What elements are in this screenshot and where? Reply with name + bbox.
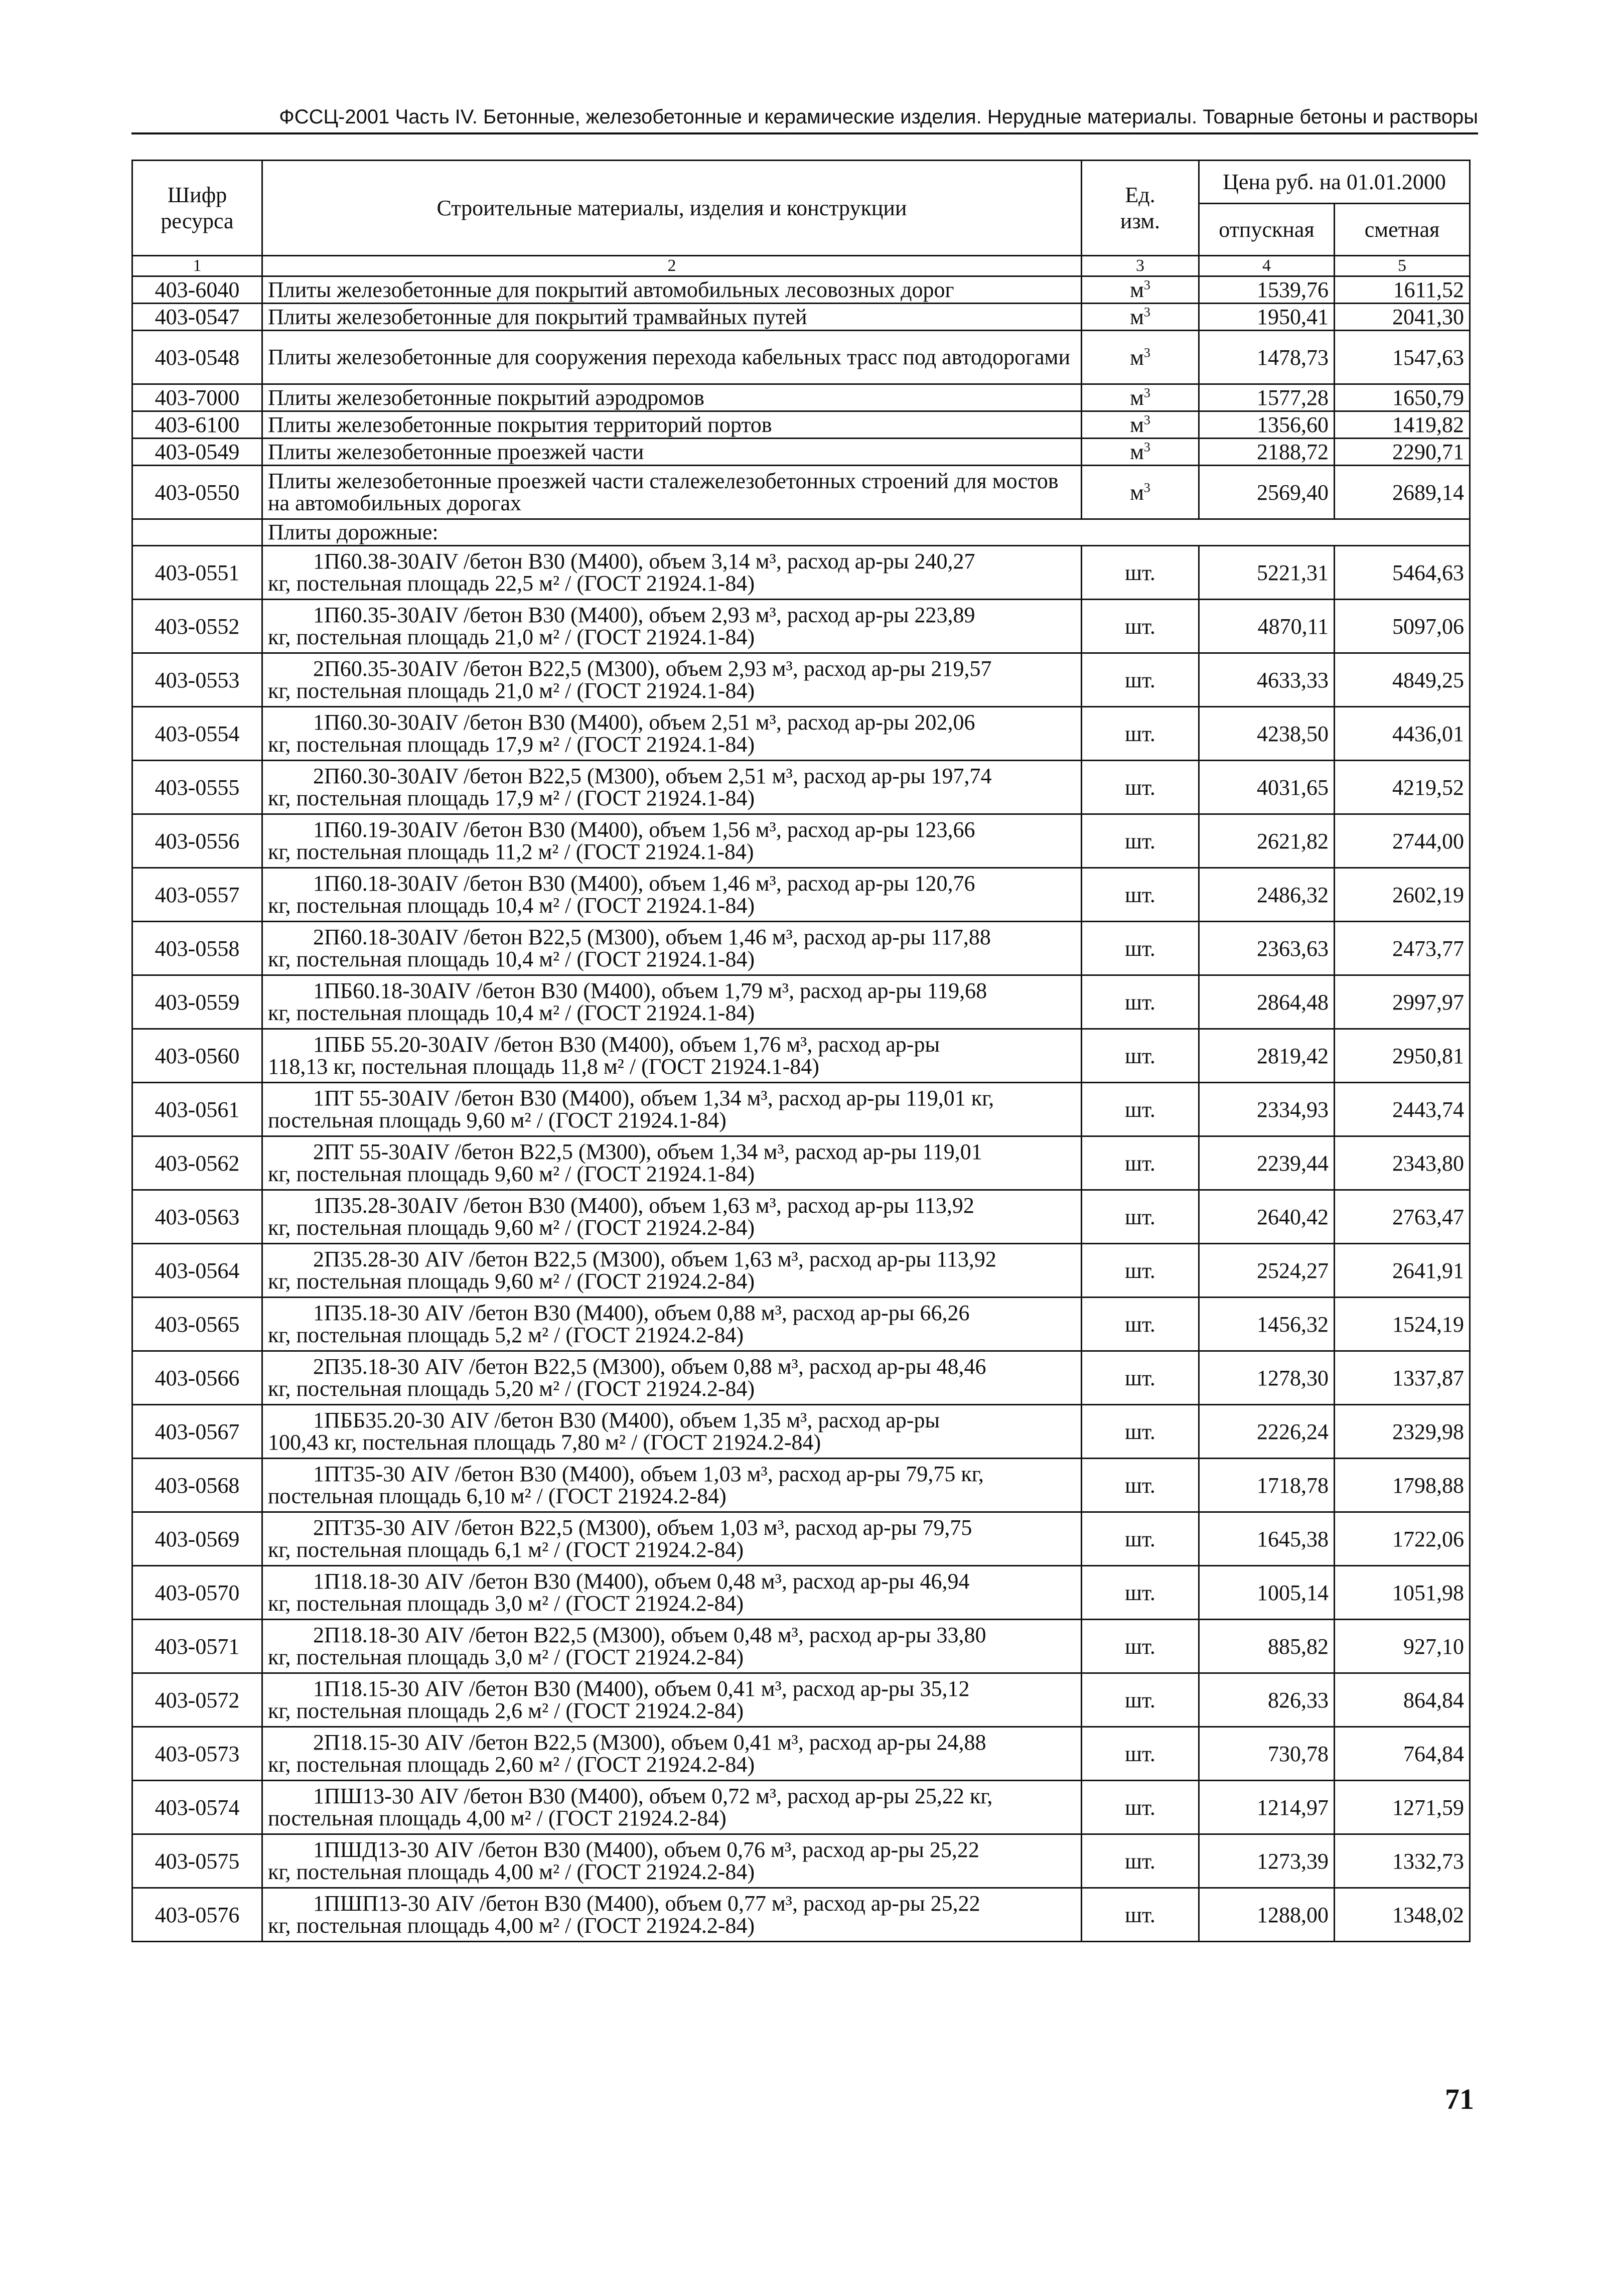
price-release: 1539,76 bbox=[1199, 276, 1335, 304]
price-estimate: 2343,80 bbox=[1335, 1136, 1470, 1190]
price-release: 4633,33 bbox=[1199, 653, 1335, 707]
unit-cell: шт. bbox=[1082, 1834, 1199, 1888]
unit-cell: шт. bbox=[1082, 1405, 1199, 1459]
unit-cell: шт. bbox=[1082, 1512, 1199, 1566]
unit-superscript: 3 bbox=[1143, 277, 1150, 293]
col-header-unit-line1: Ед. bbox=[1125, 182, 1155, 207]
price-release: 1478,73 bbox=[1199, 331, 1335, 384]
description-line-2: постельная площадь 4,00 м² / (ГОСТ 21924.2-84) bbox=[268, 1806, 726, 1830]
price-release: 4238,50 bbox=[1199, 707, 1335, 761]
price-estimate: 2329,98 bbox=[1335, 1405, 1470, 1459]
description-line-2: 100,43 кг, постельная площадь 7,80 м² / (ГОСТ 21924.2-84) bbox=[268, 1430, 821, 1455]
unit-cell: шт. bbox=[1082, 1781, 1199, 1834]
table-row bbox=[132, 466, 1470, 519]
col-header-materials: Строительные материалы, изделия и конструкции bbox=[262, 161, 1082, 256]
resource-code: 403-0555 bbox=[132, 761, 262, 814]
resource-code: 403-0547 bbox=[132, 304, 262, 331]
price-estimate: 2602,19 bbox=[1335, 868, 1470, 922]
unit-text: м bbox=[1130, 277, 1144, 302]
description-line-1: 2П18.18-30 AIV /бетон В22,5 (М300), объем 0,48 м³, расход ар-ры 33,80 bbox=[313, 1623, 986, 1647]
resource-code: 403-0574 bbox=[132, 1781, 262, 1834]
material-description: Плиты железобетонные покрытий аэродромов bbox=[262, 384, 1082, 411]
description-line-1: 1ПБ60.18-30AIV /бетон В30 (М400), объем 1,79 м³, расход ар-ры 119,68 bbox=[313, 978, 987, 1003]
unit-cell: шт. bbox=[1082, 1083, 1199, 1136]
material-description: Плиты железобетонные для покрытий автомобильных лесовозных дорог bbox=[262, 276, 1082, 304]
unit-cell: шт. bbox=[1082, 1888, 1199, 1942]
description-line-1: 1П18.18-30 AIV /бетон В30 (М400), объем 0,48 м³, расход ар-ры 46,94 bbox=[313, 1569, 970, 1594]
material-description bbox=[262, 1083, 1082, 1136]
price-estimate: 2744,00 bbox=[1335, 814, 1470, 868]
description-line-2: кг, постельная площадь 4,00 м² / (ГОСТ 21924.2-84) bbox=[268, 1859, 755, 1884]
material-description bbox=[262, 1566, 1082, 1620]
price-release: 2363,63 bbox=[1199, 922, 1335, 975]
description-line-2: 118,13 кг, постельная площадь 11,8 м² / (ГОСТ 21924.1-84) bbox=[268, 1054, 819, 1079]
resource-code: 403-0556 bbox=[132, 814, 262, 868]
material-description: Плиты железобетонные для сооружения перехода кабельных трасс под автодорогами bbox=[262, 331, 1082, 384]
description-line-2: кг, постельная площадь 9,60 м² / (ГОСТ 21924.1-84) bbox=[268, 1162, 755, 1186]
table-row bbox=[132, 707, 1470, 761]
unit-cell: шт. bbox=[1082, 1673, 1199, 1727]
section-code-cell bbox=[132, 519, 262, 546]
column-number: 2 bbox=[262, 256, 1082, 276]
running-header: ФССЦ-2001 Часть IV. Бетонные, железобетонные и керамические изделия. Нерудные материалы. Товарные бетоны и растворы bbox=[279, 106, 1478, 128]
unit-cell: шт. bbox=[1082, 1298, 1199, 1351]
table-row bbox=[132, 1298, 1470, 1351]
unit-cell: шт. bbox=[1082, 1190, 1199, 1244]
table-row bbox=[132, 1136, 1470, 1190]
resource-code: 403-0569 bbox=[132, 1512, 262, 1566]
description-line-1: 1ПТ35-30 AIV /бетон В30 (М400), объем 1,03 м³, расход ар-ры 79,75 кг, bbox=[313, 1462, 984, 1486]
table-row bbox=[132, 1244, 1470, 1298]
unit-text: м bbox=[1130, 412, 1144, 437]
description-line-2: кг, постельная площадь 10,4 м² / (ГОСТ 21924.1-84) bbox=[268, 1000, 755, 1025]
price-estimate: 2997,97 bbox=[1335, 975, 1470, 1029]
price-release: 1356,60 bbox=[1199, 411, 1335, 439]
description-line-1: 2П35.28-30 AIV /бетон В22,5 (М300), объем 1,63 м³, расход ар-ры 113,92 bbox=[313, 1247, 996, 1271]
material-description: Плиты железобетонные покрытия территорий портов bbox=[262, 411, 1082, 439]
unit-cell: шт. bbox=[1082, 1244, 1199, 1298]
unit-cell: шт. bbox=[1082, 814, 1199, 868]
resource-code: 403-0575 bbox=[132, 1834, 262, 1888]
price-estimate: 1348,02 bbox=[1335, 1888, 1470, 1942]
unit-cell: шт. bbox=[1082, 1727, 1199, 1781]
table-row bbox=[132, 761, 1470, 814]
price-estimate: 4436,01 bbox=[1335, 707, 1470, 761]
price-release: 1288,00 bbox=[1199, 1888, 1335, 1942]
table-row bbox=[132, 653, 1470, 707]
material-description bbox=[262, 1834, 1082, 1888]
material-description bbox=[262, 1888, 1082, 1942]
col-header-price-release: отпускная bbox=[1199, 204, 1335, 256]
unit-cell: шт. bbox=[1082, 1566, 1199, 1620]
price-release: 1456,32 bbox=[1199, 1298, 1335, 1351]
unit-superscript: 3 bbox=[1143, 385, 1150, 400]
price-estimate: 5097,06 bbox=[1335, 600, 1470, 653]
price-release: 1577,28 bbox=[1199, 384, 1335, 411]
unit-superscript: 3 bbox=[1143, 412, 1150, 427]
table-row bbox=[132, 331, 1470, 384]
unit-cell bbox=[1082, 439, 1199, 466]
table-row bbox=[132, 1781, 1470, 1834]
price-release: 1718,78 bbox=[1199, 1459, 1335, 1512]
material-description bbox=[262, 868, 1082, 922]
price-estimate: 1332,73 bbox=[1335, 1834, 1470, 1888]
table-row bbox=[132, 1888, 1470, 1942]
description-line-1: 1П18.15-30 AIV /бетон В30 (М400), объем 0,41 м³, расход ар-ры 35,12 bbox=[313, 1676, 970, 1701]
col-header-code-line2: ресурса bbox=[161, 208, 234, 233]
table-row bbox=[132, 1405, 1470, 1459]
table-row bbox=[132, 304, 1470, 331]
description-line-2: постельная площадь 6,10 м² / (ГОСТ 21924.2-84) bbox=[268, 1484, 726, 1508]
unit-cell: шт. bbox=[1082, 868, 1199, 922]
price-release: 5221,31 bbox=[1199, 546, 1335, 600]
description-line-2: кг, постельная площадь 2,6 м² / (ГОСТ 21924.2-84) bbox=[268, 1698, 744, 1723]
description-line-2: кг, постельная площадь 6,1 м² / (ГОСТ 21924.2-84) bbox=[268, 1537, 744, 1562]
price-estimate: 1271,59 bbox=[1335, 1781, 1470, 1834]
unit-text: м bbox=[1130, 385, 1144, 410]
col-header-unit-line2: изм. bbox=[1120, 208, 1160, 233]
resource-code: 403-0549 bbox=[132, 439, 262, 466]
price-release: 1950,41 bbox=[1199, 304, 1335, 331]
material-description bbox=[262, 1136, 1082, 1190]
description-line-1: 1П35.18-30 AIV /бетон В30 (М400), объем 0,88 м³, расход ар-ры 66,26 bbox=[313, 1301, 970, 1325]
material-description bbox=[262, 1512, 1082, 1566]
description-line-2: кг, постельная площадь 10,4 м² / (ГОСТ 21924.1-84) bbox=[268, 947, 755, 971]
description-line-2: кг, постельная площадь 17,9 м² / (ГОСТ 21924.1-84) bbox=[268, 786, 755, 810]
price-release: 2621,82 bbox=[1199, 814, 1335, 868]
unit-cell: шт. bbox=[1082, 1136, 1199, 1190]
price-estimate: 1798,88 bbox=[1335, 1459, 1470, 1512]
description-line-1: 1ПББ35.20-30 AIV /бетон В30 (М400), объем 1,35 м³, расход ар-ры bbox=[313, 1408, 940, 1432]
table-row bbox=[132, 1512, 1470, 1566]
price-estimate: 1337,87 bbox=[1335, 1351, 1470, 1405]
table-row bbox=[132, 600, 1470, 653]
description-line-2: постельная площадь 9,60 м² / (ГОСТ 21924.1-84) bbox=[268, 1108, 726, 1132]
price-table bbox=[131, 160, 1471, 1942]
table-row bbox=[132, 1083, 1470, 1136]
resource-code: 403-6040 bbox=[132, 276, 262, 304]
unit-superscript: 3 bbox=[1143, 345, 1150, 360]
resource-code: 403-0576 bbox=[132, 1888, 262, 1942]
material-description bbox=[262, 761, 1082, 814]
price-estimate: 1524,19 bbox=[1335, 1298, 1470, 1351]
material-description bbox=[262, 1190, 1082, 1244]
price-estimate: 2763,47 bbox=[1335, 1190, 1470, 1244]
description-line-2: кг, постельная площадь 21,0 м² / (ГОСТ 21924.1-84) bbox=[268, 678, 755, 703]
material-description bbox=[262, 814, 1082, 868]
unit-cell: шт. bbox=[1082, 707, 1199, 761]
price-estimate: 5464,63 bbox=[1335, 546, 1470, 600]
price-release: 1214,97 bbox=[1199, 1781, 1335, 1834]
table-row bbox=[132, 814, 1470, 868]
unit-cell: шт. bbox=[1082, 546, 1199, 600]
description-line-2: кг, постельная площадь 17,9 м² / (ГОСТ 21924.1-84) bbox=[268, 732, 755, 757]
unit-cell bbox=[1082, 276, 1199, 304]
table-header bbox=[132, 161, 1470, 276]
table-row bbox=[132, 975, 1470, 1029]
material-description bbox=[262, 975, 1082, 1029]
description-line-1: 2П60.35-30AIV /бетон В22,5 (М300), объем 2,93 м³, расход ар-ры 219,57 bbox=[313, 656, 992, 681]
material-description bbox=[262, 1459, 1082, 1512]
price-release: 2640,42 bbox=[1199, 1190, 1335, 1244]
material-description bbox=[262, 707, 1082, 761]
resource-code: 403-0566 bbox=[132, 1351, 262, 1405]
resource-code: 403-0565 bbox=[132, 1298, 262, 1351]
material-description bbox=[262, 1029, 1082, 1083]
price-release: 2864,48 bbox=[1199, 975, 1335, 1029]
description-line-1: 1П60.18-30AIV /бетон В30 (М400), объем 1,46 м³, расход ар-ры 120,76 bbox=[313, 871, 975, 896]
unit-superscript: 3 bbox=[1143, 440, 1150, 455]
resource-code: 403-0568 bbox=[132, 1459, 262, 1512]
description-line-2: кг, постельная площадь 3,0 м² / (ГОСТ 21924.2-84) bbox=[268, 1591, 744, 1616]
price-release: 2226,24 bbox=[1199, 1405, 1335, 1459]
table-row bbox=[132, 1566, 1470, 1620]
description-line-1: 1П60.30-30AIV /бетон В30 (М400), объем 2,51 м³, расход ар-ры 202,06 bbox=[313, 710, 975, 735]
description-line-1: 2П35.18-30 AIV /бетон В22,5 (М300), объем 0,88 м³, расход ар-ры 48,46 bbox=[313, 1354, 986, 1379]
material-description: Плиты железобетонные проезжей части сталежелезобетонных строений для мостов на автомобильных дорогах bbox=[262, 466, 1082, 519]
description-line-1: 1ПШП13-30 AIV /бетон В30 (М400), объем 0,77 м³, расход ар-ры 25,22 bbox=[313, 1891, 980, 1916]
price-estimate: 2290,71 bbox=[1335, 439, 1470, 466]
section-row bbox=[132, 519, 1470, 546]
col-header-price-estimate: сметная bbox=[1335, 204, 1470, 256]
material-description: Плиты железобетонные проезжей части bbox=[262, 439, 1082, 466]
unit-superscript: 3 bbox=[1143, 480, 1150, 495]
col-header-code-line1: Шифр bbox=[167, 182, 227, 207]
price-estimate: 1722,06 bbox=[1335, 1512, 1470, 1566]
column-number: 1 bbox=[132, 256, 262, 276]
price-estimate: 927,10 bbox=[1335, 1620, 1470, 1673]
resource-code: 403-0570 bbox=[132, 1566, 262, 1620]
description-line-1: 2П60.18-30AIV /бетон В22,5 (М300), объем 1,46 м³, расход ар-ры 117,88 bbox=[313, 925, 991, 949]
price-release: 2569,40 bbox=[1199, 466, 1335, 519]
description-line-1: 1П60.19-30AIV /бетон В30 (М400), объем 1,56 м³, расход ар-ры 123,66 bbox=[313, 817, 975, 842]
price-estimate: 1051,98 bbox=[1335, 1566, 1470, 1620]
description-line-2: кг, постельная площадь 11,2 м² / (ГОСТ 21924.1-84) bbox=[268, 839, 754, 864]
resource-code: 403-6100 bbox=[132, 411, 262, 439]
unit-cell bbox=[1082, 304, 1199, 331]
table-row bbox=[132, 1673, 1470, 1727]
table-row bbox=[132, 1190, 1470, 1244]
unit-cell: шт. bbox=[1082, 975, 1199, 1029]
unit-text: м bbox=[1130, 305, 1144, 329]
price-estimate: 2950,81 bbox=[1335, 1029, 1470, 1083]
resource-code: 403-0563 bbox=[132, 1190, 262, 1244]
price-release: 1645,38 bbox=[1199, 1512, 1335, 1566]
col-header-code bbox=[132, 161, 262, 256]
price-release: 826,33 bbox=[1199, 1673, 1335, 1727]
resource-code: 403-0561 bbox=[132, 1083, 262, 1136]
description-line-1: 2П18.15-30 AIV /бетон В22,5 (М300), объем 0,41 м³, расход ар-ры 24,88 bbox=[313, 1730, 986, 1755]
resource-code: 403-0558 bbox=[132, 922, 262, 975]
price-estimate: 2473,77 bbox=[1335, 922, 1470, 975]
material-description bbox=[262, 1351, 1082, 1405]
table-row bbox=[132, 1727, 1470, 1781]
table-row bbox=[132, 922, 1470, 975]
description-line-1: 1П60.35-30AIV /бетон В30 (М400), объем 2,93 м³, расход ар-ры 223,89 bbox=[313, 603, 975, 627]
price-estimate: 2641,91 bbox=[1335, 1244, 1470, 1298]
description-line-2: кг, постельная площадь 4,00 м² / (ГОСТ 21924.2-84) bbox=[268, 1913, 755, 1938]
material-description bbox=[262, 600, 1082, 653]
unit-cell bbox=[1082, 411, 1199, 439]
unit-cell bbox=[1082, 384, 1199, 411]
table-row bbox=[132, 546, 1470, 600]
resource-code: 403-0567 bbox=[132, 1405, 262, 1459]
material-description bbox=[262, 1673, 1082, 1727]
price-release: 2819,42 bbox=[1199, 1029, 1335, 1083]
table-row bbox=[132, 1834, 1470, 1888]
section-label: Плиты дорожные: bbox=[262, 519, 1470, 546]
description-line-1: 2ПТ 55-30AIV /бетон В22,5 (М300), объем 1,34 м³, расход ар-ры 119,01 bbox=[313, 1139, 982, 1164]
table-row bbox=[132, 1459, 1470, 1512]
price-release: 2486,32 bbox=[1199, 868, 1335, 922]
price-release: 4031,65 bbox=[1199, 761, 1335, 814]
material-description bbox=[262, 922, 1082, 975]
unit-cell: шт. bbox=[1082, 1029, 1199, 1083]
description-line-2: кг, постельная площадь 22,5 м² / (ГОСТ 21924.1-84) bbox=[268, 571, 755, 596]
material-description bbox=[262, 653, 1082, 707]
column-number: 5 bbox=[1335, 256, 1470, 276]
unit-text: м bbox=[1130, 345, 1144, 370]
unit-cell bbox=[1082, 466, 1199, 519]
table-row bbox=[132, 411, 1470, 439]
material-description bbox=[262, 1298, 1082, 1351]
resource-code: 403-0552 bbox=[132, 600, 262, 653]
description-line-1: 2П60.30-30AIV /бетон В22,5 (М300), объем 2,51 м³, расход ар-ры 197,74 bbox=[313, 764, 992, 788]
resource-code: 403-0573 bbox=[132, 1727, 262, 1781]
resource-code: 403-0551 bbox=[132, 546, 262, 600]
price-release: 4870,11 bbox=[1199, 600, 1335, 653]
unit-cell bbox=[1082, 331, 1199, 384]
price-release: 885,82 bbox=[1199, 1620, 1335, 1673]
resource-code: 403-7000 bbox=[132, 384, 262, 411]
description-line-1: 1П60.38-30AIV /бетон В30 (М400), объем 3,14 м³, расход ар-ры 240,27 bbox=[313, 549, 975, 573]
material-description: Плиты железобетонные для покрытий трамвайных путей bbox=[262, 304, 1082, 331]
header-rule bbox=[131, 132, 1478, 134]
material-description bbox=[262, 1781, 1082, 1834]
unit-cell: шт. bbox=[1082, 761, 1199, 814]
price-estimate: 2689,14 bbox=[1335, 466, 1470, 519]
price-release: 1005,14 bbox=[1199, 1566, 1335, 1620]
description-line-2: кг, постельная площадь 5,2 м² / (ГОСТ 21924.2-84) bbox=[268, 1323, 744, 1347]
column-number-row bbox=[132, 256, 1470, 276]
price-estimate: 1419,82 bbox=[1335, 411, 1470, 439]
price-release: 1278,30 bbox=[1199, 1351, 1335, 1405]
price-release: 2188,72 bbox=[1199, 439, 1335, 466]
price-estimate: 4849,25 bbox=[1335, 653, 1470, 707]
unit-cell: шт. bbox=[1082, 653, 1199, 707]
price-estimate: 2041,30 bbox=[1335, 304, 1470, 331]
unit-cell: шт. bbox=[1082, 922, 1199, 975]
resource-code: 403-0564 bbox=[132, 1244, 262, 1298]
column-number: 4 bbox=[1199, 256, 1335, 276]
price-release: 2524,27 bbox=[1199, 1244, 1335, 1298]
description-line-2: кг, постельная площадь 9,60 м² / (ГОСТ 21924.2-84) bbox=[268, 1215, 755, 1240]
resource-code: 403-0562 bbox=[132, 1136, 262, 1190]
col-header-unit bbox=[1082, 161, 1199, 256]
price-estimate: 1547,63 bbox=[1335, 331, 1470, 384]
table-row bbox=[132, 1351, 1470, 1405]
material-description bbox=[262, 546, 1082, 600]
description-line-2: кг, постельная площадь 21,0 м² / (ГОСТ 21924.1-84) bbox=[268, 625, 755, 649]
resource-code: 403-0550 bbox=[132, 466, 262, 519]
table-row bbox=[132, 1620, 1470, 1673]
resource-code: 403-0572 bbox=[132, 1673, 262, 1727]
column-number: 3 bbox=[1082, 256, 1199, 276]
resource-code: 403-0548 bbox=[132, 331, 262, 384]
page-number: 71 bbox=[1445, 2083, 1474, 2115]
resource-code: 403-0553 bbox=[132, 653, 262, 707]
unit-cell: шт. bbox=[1082, 1620, 1199, 1673]
resource-code: 403-0559 bbox=[132, 975, 262, 1029]
price-release: 2334,93 bbox=[1199, 1083, 1335, 1136]
description-line-1: 1П35.28-30AIV /бетон В30 (М400), объем 1,63 м³, расход ар-ры 113,92 bbox=[313, 1193, 974, 1218]
price-release: 2239,44 bbox=[1199, 1136, 1335, 1190]
price-estimate: 4219,52 bbox=[1335, 761, 1470, 814]
table-body bbox=[132, 276, 1470, 1942]
description-line-1: 1ПШД13-30 AIV /бетон В30 (М400), объем 0,76 м³, расход ар-ры 25,22 bbox=[313, 1837, 979, 1862]
description-line-1: 1ПББ 55.20-30AIV /бетон В30 (М400), объем 1,76 м³, расход ар-ры bbox=[313, 1032, 940, 1057]
table-row bbox=[132, 276, 1470, 304]
price-estimate: 864,84 bbox=[1335, 1673, 1470, 1727]
unit-text: м bbox=[1130, 480, 1144, 505]
table-row bbox=[132, 439, 1470, 466]
unit-cell: шт. bbox=[1082, 600, 1199, 653]
table-row bbox=[132, 384, 1470, 411]
description-line-1: 2ПТ35-30 AIV /бетон В22,5 (М300), объем 1,03 м³, расход ар-ры 79,75 bbox=[313, 1515, 972, 1540]
material-description bbox=[262, 1244, 1082, 1298]
description-line-2: кг, постельная площадь 10,4 м² / (ГОСТ 21924.1-84) bbox=[268, 893, 755, 918]
description-line-2: кг, постельная площадь 5,20 м² / (ГОСТ 21924.2-84) bbox=[268, 1376, 755, 1401]
price-estimate: 764,84 bbox=[1335, 1727, 1470, 1781]
col-header-price-group: Цена руб. на 01.01.2000 bbox=[1199, 161, 1470, 204]
description-line-2: кг, постельная площадь 3,0 м² / (ГОСТ 21924.2-84) bbox=[268, 1645, 744, 1669]
resource-code: 403-0571 bbox=[132, 1620, 262, 1673]
unit-cell: шт. bbox=[1082, 1459, 1199, 1512]
resource-code: 403-0560 bbox=[132, 1029, 262, 1083]
description-line-2: кг, постельная площадь 2,60 м² / (ГОСТ 21924.2-84) bbox=[268, 1752, 755, 1777]
resource-code: 403-0554 bbox=[132, 707, 262, 761]
description-line-1: 1ПШ13-30 AIV /бетон В30 (М400), объем 0,72 м³, расход ар-ры 25,22 кг, bbox=[313, 1784, 993, 1808]
table-row bbox=[132, 868, 1470, 922]
description-line-2: кг, постельная площадь 9,60 м² / (ГОСТ 21924.2-84) bbox=[268, 1269, 755, 1294]
material-description bbox=[262, 1405, 1082, 1459]
price-estimate: 1611,52 bbox=[1335, 276, 1470, 304]
price-estimate: 1650,79 bbox=[1335, 384, 1470, 411]
price-estimate: 2443,74 bbox=[1335, 1083, 1470, 1136]
material-description bbox=[262, 1727, 1082, 1781]
unit-superscript: 3 bbox=[1143, 305, 1150, 320]
price-release: 1273,39 bbox=[1199, 1834, 1335, 1888]
unit-cell: шт. bbox=[1082, 1351, 1199, 1405]
resource-code: 403-0557 bbox=[132, 868, 262, 922]
price-release: 730,78 bbox=[1199, 1727, 1335, 1781]
unit-text: м bbox=[1130, 440, 1144, 464]
material-description bbox=[262, 1620, 1082, 1673]
table-row bbox=[132, 1029, 1470, 1083]
description-line-1: 1ПТ 55-30AIV /бетон В30 (М400), объем 1,34 м³, расход ар-ры 119,01 кг, bbox=[313, 1086, 994, 1110]
